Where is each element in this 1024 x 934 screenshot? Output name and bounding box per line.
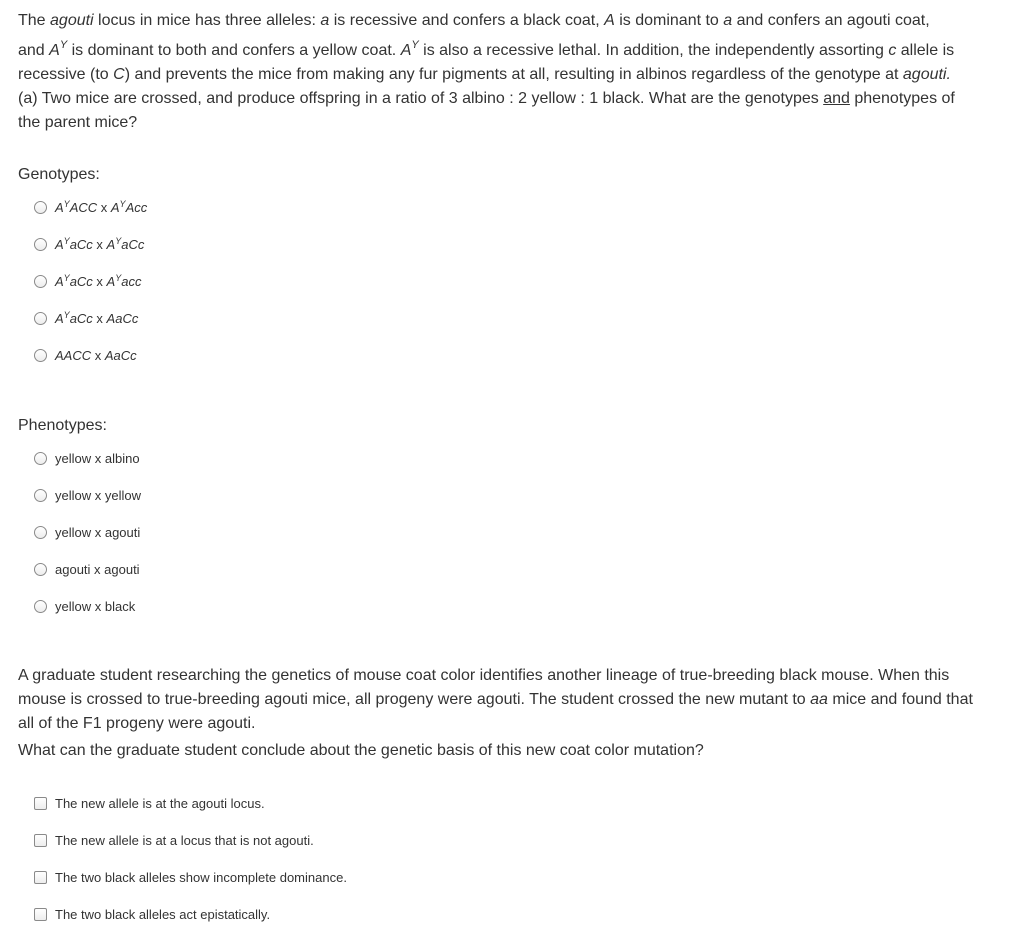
- genotype-superscript: Y: [63, 310, 70, 320]
- genotypes-heading: Genotypes:: [18, 166, 100, 183]
- genotype-option-5[interactable]: [34, 346, 137, 364]
- conclusion-option-2[interactable]: [34, 831, 314, 849]
- cross-separator: x: [92, 311, 107, 326]
- genotype-rest: Acc: [125, 200, 148, 215]
- question1-intro-text: [18, 9, 1008, 87]
- text-run: and confers an agouti coat,: [732, 12, 930, 29]
- conclusion-option-label: The two black alleles act epistatically.: [55, 906, 271, 922]
- text-run: agouti: [50, 12, 94, 29]
- checkbox[interactable]: [34, 797, 47, 810]
- text-run: locus in mice has three alleles:: [93, 12, 321, 29]
- radio-button[interactable]: [34, 201, 47, 214]
- conclusion-option-1[interactable]: [34, 794, 265, 812]
- text-run: recessive (to: [18, 66, 114, 83]
- phenotype-option-label: yellow x albino: [55, 450, 140, 466]
- text-run: is recessive and confers a black coat,: [329, 12, 605, 29]
- text-run: A graduate student researching the genetics of mouse coat color identifies another lineage of true-breeding black mouse. When this: [18, 667, 950, 684]
- genotype-base: A: [55, 237, 64, 252]
- text-run: ) and prevents the mice from making any fur pigments at all, resulting in albinos regardless of the genotype at: [124, 66, 903, 83]
- radio-button[interactable]: [34, 312, 47, 325]
- question2-prompt: What can the graduate student conclude about the genetic basis of this new coat color mutation?: [18, 742, 704, 759]
- genotype-superscript: Y: [115, 273, 122, 283]
- genotype-base: A: [106, 274, 116, 289]
- genotype-option-2[interactable]: [34, 235, 144, 253]
- phenotype-option-label: yellow x yellow: [55, 487, 141, 503]
- text-run: A: [400, 42, 412, 59]
- text-run: the parent mice?: [18, 114, 138, 131]
- cross-separator: x: [92, 237, 107, 252]
- text-run: mouse is crossed to true-breeding agouti mice, all progeny were agouti. The student crossed the new mutant to: [18, 691, 811, 708]
- cross-separator: x: [91, 347, 105, 363]
- checkbox[interactable]: [34, 871, 47, 884]
- conclusion-option-label: The new allele is at the agouti locus.: [55, 795, 265, 811]
- radio-button[interactable]: [34, 275, 47, 288]
- genotype-option-label: [55, 348, 137, 363]
- text-run: c: [888, 42, 897, 59]
- genotype-rest: aCc: [121, 237, 145, 252]
- radio-button[interactable]: [34, 563, 47, 576]
- conclusion-option-3[interactable]: [34, 868, 347, 886]
- radio-button[interactable]: [34, 489, 47, 502]
- radio-button[interactable]: [34, 238, 47, 251]
- genotype-superscript: Y: [63, 199, 70, 209]
- text-run: all of the F1 progeny were agouti.: [18, 715, 256, 732]
- genotype-option-4[interactable]: [34, 309, 138, 327]
- text-run: aa: [810, 691, 828, 708]
- genotype-rest: aCc: [69, 311, 93, 326]
- genotype-option-label: [55, 310, 138, 326]
- radio-button[interactable]: [34, 349, 47, 362]
- text-run: A: [604, 12, 615, 29]
- phenotype-option-5[interactable]: [34, 597, 135, 615]
- text-run: and: [18, 42, 50, 59]
- text-run: phenotypes of: [849, 90, 955, 107]
- genotype-base: AaCc: [104, 347, 137, 363]
- genotype-base: A: [55, 200, 64, 215]
- phenotype-option-label: agouti x agouti: [55, 561, 140, 577]
- genotype-superscript: Y: [119, 199, 126, 209]
- phenotypes-heading: Phenotypes:: [18, 417, 107, 434]
- phenotype-option-3[interactable]: [34, 523, 140, 541]
- text-run: allele is: [896, 42, 955, 59]
- radio-button[interactable]: [34, 600, 47, 613]
- genotype-rest: acc: [121, 274, 142, 289]
- cross-separator: x: [97, 200, 111, 215]
- genotype-option-label: [55, 199, 147, 215]
- text-run: is also a recessive lethal. In addition, the independently assorting: [418, 42, 889, 59]
- genotype-rest: ACC: [69, 200, 98, 215]
- genotype-option-label: [55, 273, 141, 289]
- genotype-rest: aCc: [69, 237, 93, 252]
- radio-button[interactable]: [34, 452, 47, 465]
- phenotype-option-4[interactable]: [34, 560, 140, 578]
- phenotype-option-1[interactable]: [34, 449, 140, 467]
- genotype-base: A: [55, 274, 64, 289]
- genotype-base: A: [110, 200, 120, 215]
- text-run: is dominant to: [614, 12, 724, 29]
- genotype-option-label: [55, 236, 144, 252]
- genotype-option-3[interactable]: [34, 272, 141, 290]
- question2-intro-text: [18, 664, 1008, 736]
- text-run: is dominant to both and confers a yellow coat.: [67, 42, 401, 59]
- genotype-rest: aCc: [69, 274, 93, 289]
- text-run: A: [49, 42, 60, 59]
- genotype-base: A: [106, 237, 116, 252]
- text-run: a: [320, 12, 330, 29]
- genotype-option-1[interactable]: [34, 198, 147, 216]
- phenotype-option-2[interactable]: [34, 486, 141, 504]
- text-run: agouti.: [902, 66, 951, 83]
- text-run: Y: [59, 39, 68, 51]
- genotype-superscript: Y: [63, 236, 70, 246]
- text-run: (a) Two mice are crossed, and produce offspring in a ratio of 3 albino : 2 yellow : 1 black. What are the genotypes: [18, 90, 824, 107]
- phenotype-option-label: yellow x black: [55, 598, 136, 614]
- cross-separator: x: [92, 274, 107, 289]
- phenotype-option-label: yellow x agouti: [55, 524, 141, 540]
- question1-part-a-text: [18, 87, 1008, 135]
- text-run: mice and found that: [827, 691, 973, 708]
- checkbox[interactable]: [34, 834, 47, 847]
- genotype-base: AaCc: [106, 311, 139, 326]
- text-run: The: [18, 12, 51, 29]
- conclusion-option-label: The two black alleles show incomplete dominance.: [55, 869, 347, 885]
- genotype-base: A: [55, 311, 64, 326]
- genotype-base: AACC: [55, 347, 92, 363]
- text-run: and: [823, 90, 850, 107]
- radio-button[interactable]: [34, 526, 47, 539]
- checkbox[interactable]: [34, 908, 47, 921]
- text-run: Y: [411, 39, 419, 51]
- conclusion-option-4[interactable]: [34, 905, 270, 923]
- genotype-superscript: Y: [63, 273, 70, 283]
- genotype-superscript: Y: [115, 236, 122, 246]
- text-run: C: [113, 66, 125, 83]
- conclusion-option-label: The new allele is at a locus that is not agouti.: [55, 832, 314, 848]
- text-run: a: [723, 12, 733, 29]
